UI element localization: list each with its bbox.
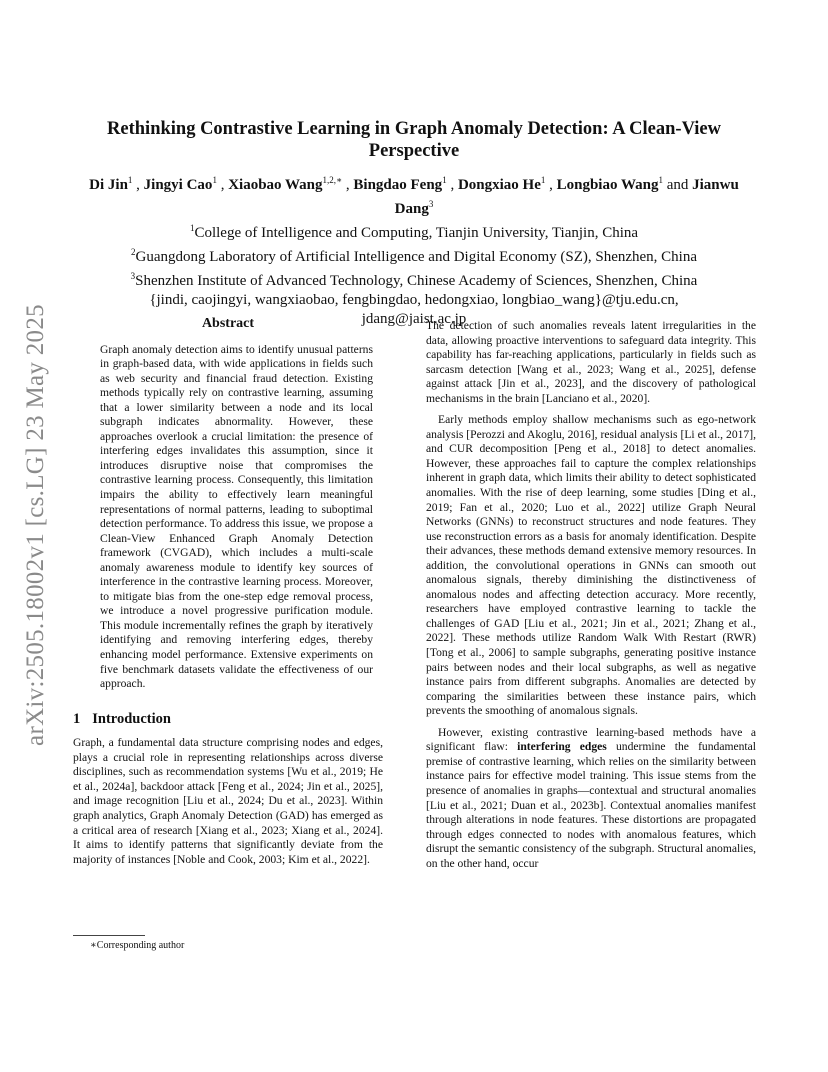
author: Jingyi Cao$^1$ ,	[143, 175, 229, 193]
paper-title: Rethinking Contrastive Learning in Graph Anomaly Detection: A Clean-View Perspective	[107, 119, 721, 161]
author: Xiaobao Wang$^{1,2,∗}$ ,	[228, 175, 354, 193]
author: Dongxiao He$^1$ ,	[457, 175, 557, 193]
section-heading	[73, 712, 383, 727]
author: Di Jin$^1$ ,	[89, 175, 144, 193]
abstract-title: Abstract	[201, 316, 255, 331]
footnote	[73, 935, 383, 951]
paragraph: The detection of such anomalies reveals latent irregularities in the data, allowing proactive interventions to safeguard data integrity. This capability has far-reaching applications, particularly in fields such as sarcasm detection [Wang et al., 2023; Wang et al., 2025], defense against attack [Jin et al., 2023], and the discovery of pathological mechanisms in the brain [Lanciano et al., 2020].	[426, 319, 756, 405]
paragraph: Early methods employ shallow mechanisms such as ego-network analysis [Perozzi and Akoglu, 2016], residual analysis [Li et al., 2017], and CUR decomposition [Peng et al., 2018] to detect anomalies. However, these approaches fail to capture the complex relationships inherent in graph data, which limits their ability to detect sophisticated anomalies. With the rise of deep learning, some studies [Ding et al., 2019; Fan et al., 2020; Luo et al., 2022] utilize Graph Neural Networks (GNNs) to reconstruct structures and node features. They use reconstruction errors as a basis for anomaly identification. Despite their advances, these methods demand extensive memory resources. In addition, the convolutional operations in GNNs can smooth out anomalous signals, thereby diminishing the distinctiveness of anomalous nodes and affecting detection accuracy. More recently, researchers have employed contrastive learning to tackle the challenges of GAD [Liu et al., 2021; Jin et al., 2021; Zhang et al., 2022]. These methods utilize Random Walk With Restart (RWR) [Tong et al., 2006] to sample subgraphs, generating positive instance pairs between nodes and their local subgraphs, as well as negative instance pairs from different subgraphs. Anomalies are detected by comparing the similarities between these instance pairs, which prevents the smoothing of anomalous signals.	[426, 413, 756, 718]
affiliation: $^2$Guangdong Laboratory of Artificial Intelligence and Digital Economy (SZ), Shenzhen, China	[130, 247, 697, 265]
author-list	[70, 171, 758, 219]
section-number: 1	[73, 710, 81, 727]
section-title: Introduction	[92, 710, 171, 727]
footnote-rule	[73, 935, 145, 936]
author: Bingdao Feng$^1$ ,	[353, 175, 458, 193]
affiliation: $^1$College of Intelligence and Computing, Tianjin University, Tianjin, China	[189, 223, 639, 241]
author: Jianwu Dang$^3$	[394, 177, 739, 217]
left-column	[73, 317, 383, 867]
email-list: jdang@jaist.ac.jp	[361, 311, 467, 327]
email-list: {jindi, caojingyi, wangxiaobao, fengbingdao, hedongxiao, longbiao_wang}@tju.edu.cn,	[149, 292, 679, 308]
arxiv-stamp	[16, 290, 56, 760]
keyword: interfering edges	[517, 740, 607, 754]
right-column	[426, 319, 756, 871]
paragraph: Graph, a fundamental data structure comprising nodes and edges, plays a crucial role in representing relationships across diverse disciplines, such as recommendation systems [Wu et al., 2019; He et al., 2024a], backdoor attack [Feng et al., 2024; Jin et al., 2025], and image recognition [Liu et al., 2024; Du et al., 2023]. Within graph analytics, Graph Anomaly Detection (GAD) has emerged as a critical area of research [Xiang et al., 2023; Xiang et al., 2024]. It aims to identify patterns that significantly deviate from the majority of instances [Noble and Cook, 2003; Kim et al., 2022].	[73, 736, 383, 866]
author: Longbiao Wang$^1$ and	[556, 175, 693, 193]
affiliation: $^3$Shenzhen Institute of Advanced Technology, Chinese Academy of Sciences, Shenzhen, China	[130, 271, 698, 289]
arxiv-stamp-text: arXiv:2505.18002v1 [cs.LG] 23 May 2025	[22, 304, 49, 746]
paragraph: However, existing contrastive learning-based methods have a significant flaw: interfering edges undermine the fundamental premise of contrastive learning, which relies on the similarity between instance pairs for effective model training. This issue stems from the presence of anomalies in graphs—contextual and structural anomalies [Liu et al., 2021; Duan et al., 2023b]. Contextual anomalies manifest through alterations in node features. These distortions are propagated through edges connected to nodes with anomalous features, which disrupt the semantic consistency of the subgraph. Structural anomalies, on the other hand, occur	[426, 725, 757, 870]
paper-header	[70, 118, 758, 329]
abstract-text: Graph anomaly detection aims to identify unusual patterns in graph-based data, with wide applications in fields such as web security and financial fraud detection. Existing methods typically rely on contrastive learning, assuming that a lower similarity between a node and its local subgraph indicates abnormality. However, these approaches overlook a crucial limitation: the presence of interfering edges invalidates this assumption, since it introduces disruptive noise that compromises the contrastive learning process. Consequently, this limitation impairs the ability to effectively learn meaningful representations of normal patterns, leading to suboptimal detection performance. To address this issue, we propose a Clean-View Enhanced Graph Anomaly Detection framework (CVGAD), which includes a multi-scale anomaly awareness module to identify key sources of interference in the contrastive learning process. Moreover, to mitigate bias from the one-step edge removal process, we introduce a novel progressive purification module. This module incrementally refines the graph by iteratively identifying and removing interfering edges, thereby enhancing model performance. Extensive experiments on five benchmark datasets validate the effectiveness of our approach.	[100, 342, 373, 691]
footnote-text: ∗Corresponding author	[90, 940, 185, 951]
